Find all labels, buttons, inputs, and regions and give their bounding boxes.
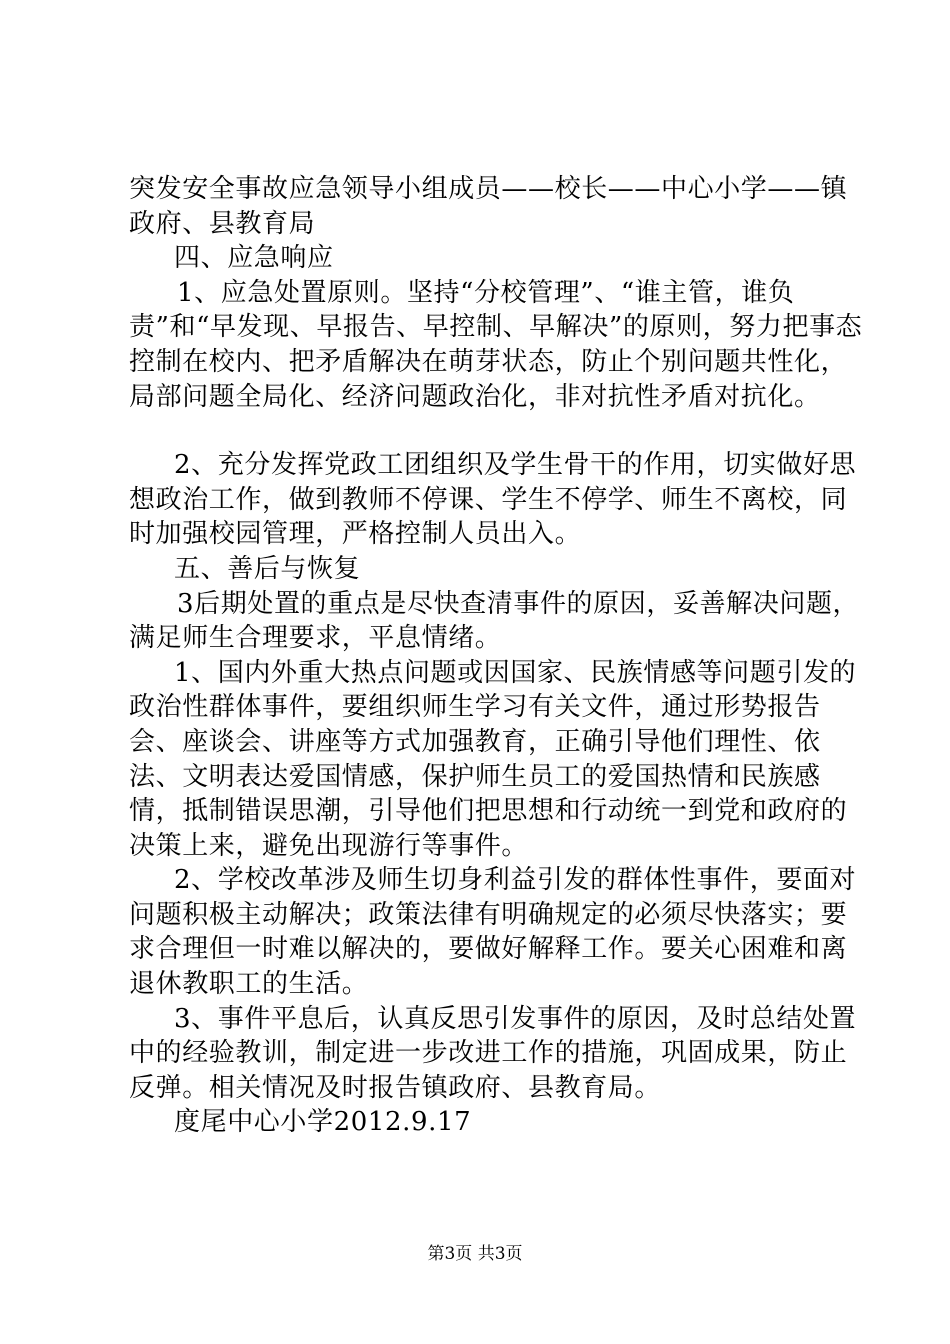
page-footer — [0, 1243, 950, 1265]
paragraph-principles: 1、应急处置原则。坚持“分校管理”、“谁主管，谁负责”和“早发现、早报告、早控制、早解决”的原则，努力把事态控制在校内、把矛盾解决在萌芽状态，防止个别问题共性化，局部问题全局化、经济问题政治化，非对抗性矛盾对抗化。 — [129, 277, 863, 412]
paragraph-reform-events: 2、学校改革涉及师生切身利益引发的群体性事件，要面对问题积极主动解决；政策法律有明确规定的必须尽快落实；要求合理但一时难以解决的，要做好解释工作。要关心困难和离退休教职工的生活。 — [129, 865, 857, 1000]
paragraph-political-events: 1、国内外重大热点问题或因国家、民族情感等问题引发的政治性群体事件，要组织师生学习有关文件，通过形势报告会、座谈会、讲座等方式加强教育，正确引导他们理性、依法、文明表达爱国情感，保护师生员工的爱国热情和民族感情，抵制错误思潮，引导他们把思想和行动统一到党和政府的决策上来，避免出现游行等事件。 — [129, 657, 857, 861]
paragraph-later-handling: 3后期处置的重点是尽快查清事件的原因，妥善解决问题，满足师生合理要求，平息情绪。 — [129, 588, 860, 654]
paragraph-party-organizations: 2、充分发挥党政工团组织及学生骨干的作用，切实做好思想政治工作，做到教师不停课、学生不停学、师生不离校，同时加强校园管理，严格控制人员出入。 — [129, 450, 857, 550]
signature-line: 度尾中心小学2012.9.17 — [174, 1107, 472, 1138]
document-body — [129, 172, 864, 1140]
section-heading-aftermath-recovery: 五、善后与恢复 — [174, 553, 361, 584]
section-heading-emergency-response: 四、应急响应 — [174, 243, 334, 274]
paragraph-after-events: 3、事件平息后，认真反思引发事件的原因，及时总结处置中的经验教训，制定进一步改进工作的措施，巩固成果，防止反弹。相关情况及时报告镇政府、县教育局。 — [129, 1003, 857, 1103]
paragraph-contact-chain: 突发安全事故应急领导小组成员——校长——中心小学——镇政府、县教育局 — [129, 174, 848, 239]
page-indicator: 第3页 共3页 — [427, 1244, 523, 1264]
